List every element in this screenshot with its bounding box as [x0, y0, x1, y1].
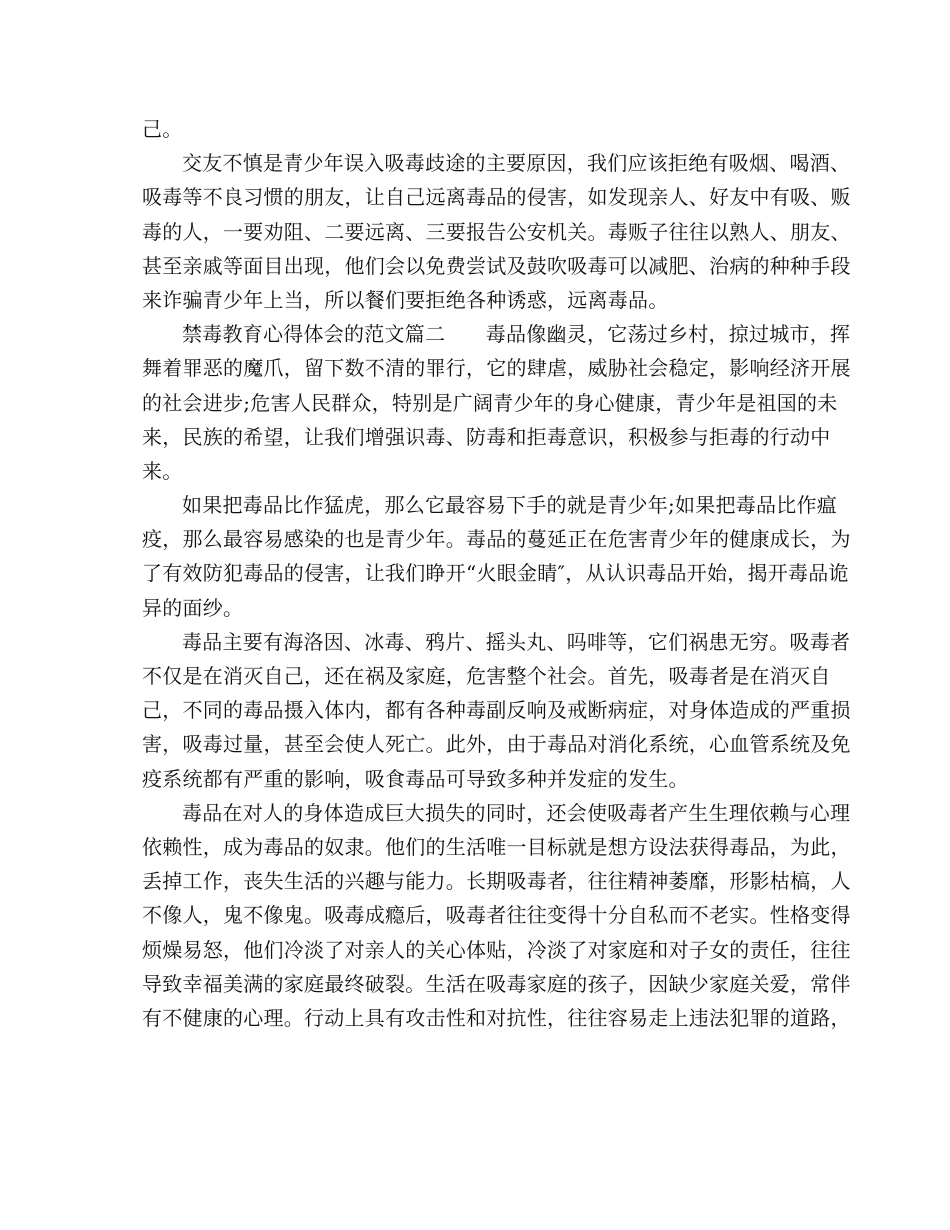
- text-line: 丢掉工作，丧失生活的兴趣与能力。长期吸毒者，往往精神萎靡，形影枯槁，人: [142, 869, 851, 894]
- text-line: 疫，那么最容易感染的也是青少年。毒品的蔓延正在危害青少年的健康成长，为: [142, 527, 851, 552]
- text-line: 己，不同的毒品摄入体内，都有各种毒副反响及戒断病症，对身体造成的严重损: [142, 698, 851, 723]
- paragraph: [142, 112, 808, 146]
- text-line: 不像人，鬼不像鬼。吸毒成瘾后，吸毒者往往变得十分自私而不老实。性格变得: [142, 903, 851, 928]
- text-line: 禁毒教育心得体会的范文篇二 毒品像幽灵，它荡过乡村，掠过城市，挥: [182, 322, 851, 347]
- text-line: 来诈骗青少年上当，所以餐们要拒绝各种诱惑，远离毒品。: [142, 287, 669, 312]
- text-line: 害，吸毒过量，甚至会使人死亡。此外，由于毒品对消化系统，心血管系统及免: [142, 732, 851, 757]
- text-line: 不仅是在消灭自己，还在祸及家庭，危害整个社会。首先，吸毒者是在消灭自: [142, 664, 831, 688]
- text-line: 有不健康的心理。行动上具有攻击性和对抗性，往往容易走上违法犯罪的道路，: [142, 1005, 851, 1030]
- body-text: [142, 112, 851, 1035]
- text-line: 来，民族的希望，让我们增强识毒、防毒和拒毒意识，积极参与拒毒的行动中: [142, 424, 831, 449]
- text-line: 毒品主要有海洛因、冰毒、鸦片、摇头丸、吗啡等，它们祸患无穷。吸毒者: [182, 629, 851, 654]
- text-line: 来。: [142, 458, 183, 483]
- text-line: 己。: [142, 117, 183, 141]
- text-line: 依赖性，成为毒品的奴隶。他们的生活唯一目标就是想方设法获得毒品，为此，: [142, 834, 851, 859]
- paragraph: [142, 625, 851, 796]
- text-line: 了有效防犯毒品的侵害，让我们睁开“火眼金睛″，从认识毒品开始，揭开毒品诡: [142, 561, 849, 586]
- text-line: 烦燥易怒，他们冷淡了对亲人的关心体贴，冷淡了对家庭和对子女的责任，往往: [142, 937, 851, 962]
- text-line: 如果把毒品比作猛虎，那么它最容易下手的就是青少年;如果把毒品比作瘟: [182, 493, 837, 518]
- text-line: 甚至亲戚等面目出现，他们会以免费尝试及鼓吹吸毒可以减肥、治病的种种手段: [142, 253, 851, 278]
- text-line: 疫系统都有严重的影响，吸食毒品可导致多种并发症的发生。: [142, 766, 689, 791]
- text-line: 异的面纱。: [142, 595, 244, 620]
- text-line: 导致幸福美满的家庭最终破裂。生活在吸毒家庭的孩子，因缺少家庭关爱，常伴: [142, 971, 851, 996]
- text-line: 毒品在对人的身体造成巨大损失的同时，还会使吸毒者产生生理依赖与心理: [182, 800, 851, 825]
- text-line: 交友不慎是青少年误入吸毒歧途的主要原因，我们应该拒绝有吸烟、喝酒、: [182, 151, 851, 176]
- paragraph: [142, 146, 851, 317]
- paragraph: [142, 796, 851, 1035]
- text-line: 吸毒等不良习惯的朋友，让自己远离毒品的侵害，如发现亲人、好友中有吸、贩: [142, 185, 851, 210]
- paragraph: [142, 317, 851, 488]
- text-line: 舞着罪恶的魔爪，留下数不清的罪行，它的肆虐，威胁社会稳定，影响经济开展: [142, 356, 851, 381]
- text-line: 毒的人，一要劝阻、二要远离、三要报告公安机关。毒贩子往往以熟人、朋友、: [142, 219, 851, 244]
- paragraph: [142, 488, 851, 625]
- text-line: 的社会进步;危害人民群众，特别是广阔青少年的身心健康，青少年是祖国的未: [142, 390, 838, 415]
